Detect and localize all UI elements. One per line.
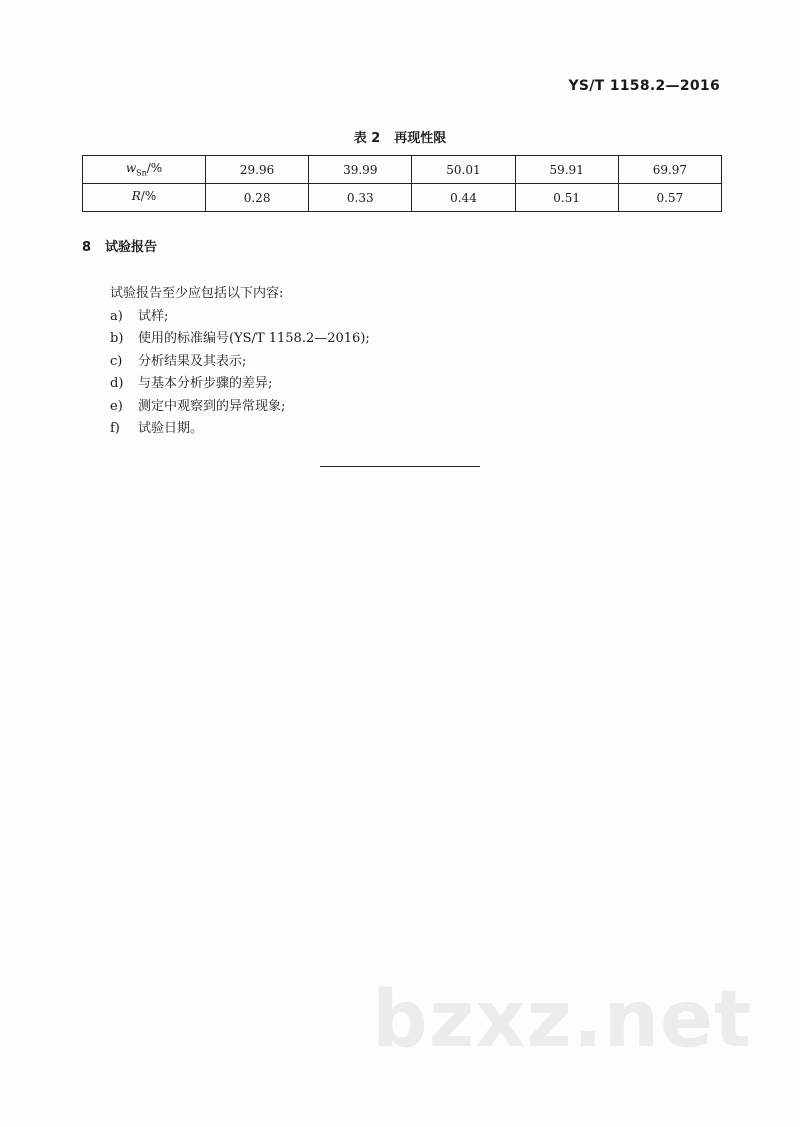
section-title: 试验报告 (105, 240, 158, 255)
reproducibility-table (82, 155, 722, 212)
list-item: f) 试验日期。 (110, 421, 204, 436)
section-heading (82, 236, 157, 255)
table-cell: 50.01 (412, 156, 515, 184)
list-item: e) 测定中观察到的异常现象; (110, 398, 286, 414)
document-code: YS/T 1158.2—2016 (568, 78, 720, 94)
table-cell: 69.97 (618, 156, 721, 184)
table-cell: 0.33 (309, 184, 412, 212)
table-cell: 0.51 (515, 184, 618, 212)
list-item: a) 试样; (110, 308, 169, 324)
report-content (110, 283, 370, 441)
section-number: 8 (82, 240, 92, 255)
table-caption (0, 127, 800, 146)
section-intro: 试验报告至少应包括以下内容: (110, 286, 284, 301)
list-item: c) 分析结果及其表示; (110, 353, 247, 369)
table-cell: 0.57 (618, 184, 721, 212)
table-cell: 29.96 (206, 156, 309, 184)
watermark: bzxz.net (372, 975, 753, 1065)
table-row (83, 184, 722, 212)
row-header-wsn: $w_{Sn}/\%$ (83, 156, 206, 184)
row-header-r: R/% (83, 184, 206, 212)
table-cell: 0.44 (412, 184, 515, 212)
table-cell: 0.28 (206, 184, 309, 212)
table-cell: 59.91 (515, 156, 618, 184)
table-row (83, 156, 722, 184)
end-rule (320, 466, 480, 467)
table-caption-title: 再现性限 (394, 131, 447, 146)
list-item: d) 与基本分析步骤的差异; (110, 376, 273, 391)
list-item: b) 使用的标准编号(YS/T 1158.2—2016); (110, 331, 370, 346)
table-cell: 39.99 (309, 156, 412, 184)
table-caption-number: 表 2 (353, 131, 381, 146)
